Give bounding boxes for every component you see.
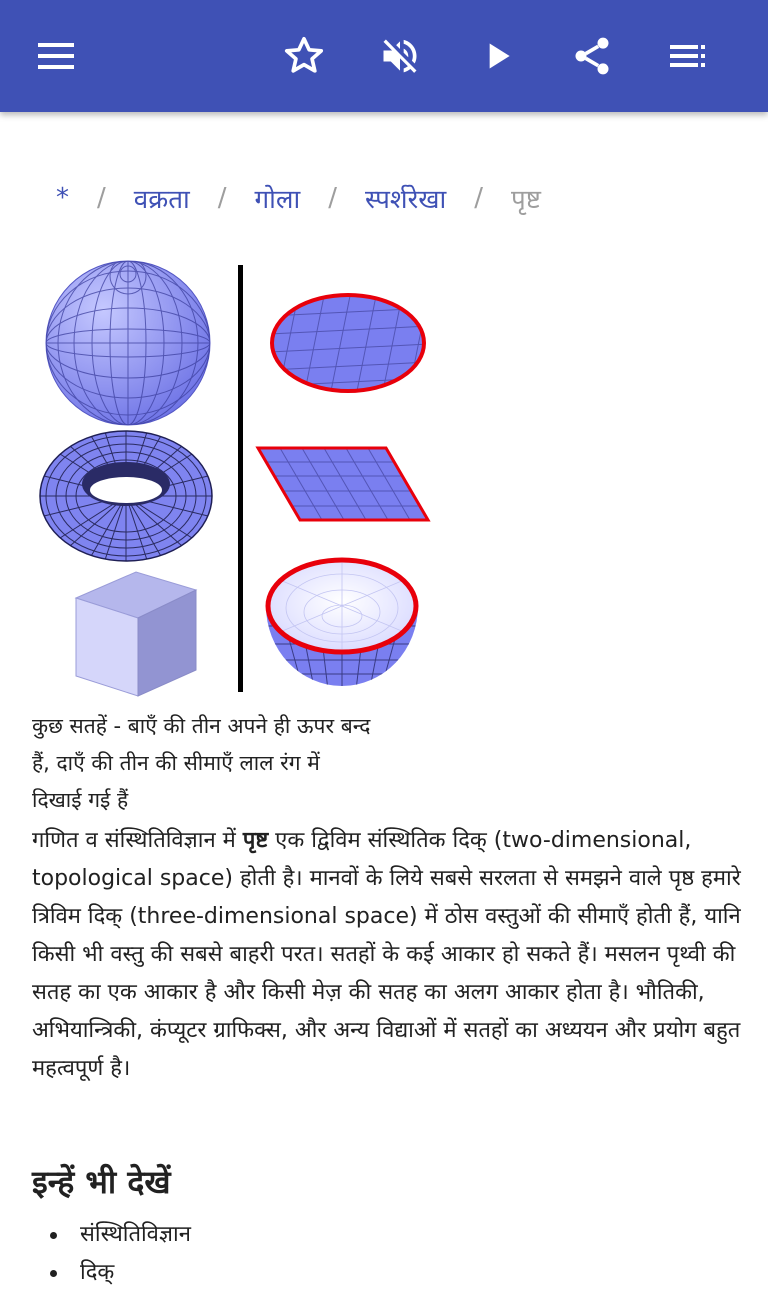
menu-button[interactable]	[28, 28, 84, 84]
torus-shape	[40, 431, 212, 561]
hemisphere-shape	[266, 560, 418, 690]
paragraph-text-rest: एक द्विविम संस्थितिक दिक् (two-dimensional, topological space) होती है। मानवों के लिये सबसे सरलता से समझने वाले पृष्ठ हमारे त्रिविम दिक् (three-dimensional space) में ठोस वस्तुओं की सीमाएँ होती हैं, यानि किसी भी वस्तु की सबसे बाहरी परत। सतहों के कई आकार हो सकते हैं। मसलन पृथ्वी की सतह का एक आकार है और किसी मेज़ की सतह का अलग आकार होता है। भौतिकी, अभियान्त्रिकी, कंप्यूटर ग्राफिक्स, और अन्य विद्याओं में सतहों का अध्ययन और प्रयोग बहुत महत्वपूर्ण है।	[32, 828, 741, 1081]
see-also-item-topology[interactable]	[50, 1216, 191, 1254]
playlist-icon	[668, 36, 708, 76]
see-also-item-space[interactable]	[50, 1254, 191, 1292]
volume-off-icon	[378, 34, 422, 78]
disk-shape	[270, 286, 430, 396]
star-outline-icon	[282, 34, 326, 78]
caption-line: हैं, दाएँ की तीन की सीमाएँ लाल रंग में	[32, 751, 320, 775]
see-also-heading: इन्हें भी देखें	[32, 1163, 171, 1201]
menu-icon	[36, 36, 76, 76]
figure-caption	[32, 708, 452, 819]
app-bar	[0, 0, 768, 112]
breadcrumb	[56, 176, 541, 220]
breadcrumb-link-sphere[interactable]: गोला	[254, 185, 301, 215]
paragraph-text-start: गणित व संस्थितिविज्ञान में	[32, 828, 243, 853]
cube-shape	[76, 572, 196, 696]
figure-divider	[238, 265, 243, 692]
see-also-item-label: संस्थितिविज्ञान	[80, 1222, 191, 1247]
article-paragraph	[32, 822, 742, 1088]
play-icon	[478, 36, 518, 76]
parallelogram-shape	[250, 448, 440, 520]
breadcrumb-home-link[interactable]: *	[56, 183, 69, 213]
breadcrumb-separator: /	[474, 183, 483, 213]
breadcrumb-link-curvature[interactable]: वक्रता	[133, 185, 190, 215]
sphere-shape	[46, 258, 210, 425]
surfaces-figure[interactable]	[30, 256, 440, 698]
play-button[interactable]	[470, 28, 526, 84]
breadcrumb-separator: /	[97, 183, 106, 213]
bullet-icon	[50, 1232, 57, 1239]
caption-line: कुछ सतहें - बाएँ की तीन अपने ही ऊपर बन्द	[32, 714, 371, 738]
caption-line: दिखाई गई हैं	[32, 788, 129, 812]
playlist-button[interactable]	[660, 28, 716, 84]
share-icon	[570, 34, 614, 78]
breadcrumb-link-tangent[interactable]: स्पर्शरेखा	[365, 185, 447, 215]
article-term: पृष्ट	[242, 828, 269, 853]
breadcrumb-current: पृष्ट	[510, 185, 541, 215]
mute-button[interactable]	[372, 28, 428, 84]
share-button[interactable]	[564, 28, 620, 84]
breadcrumb-separator: /	[217, 183, 227, 213]
breadcrumb-separator: /	[328, 183, 338, 213]
bullet-icon	[50, 1270, 57, 1277]
favorite-button[interactable]	[276, 28, 332, 84]
see-also-item-label: दिक्	[80, 1260, 115, 1285]
see-also-list	[50, 1216, 191, 1292]
